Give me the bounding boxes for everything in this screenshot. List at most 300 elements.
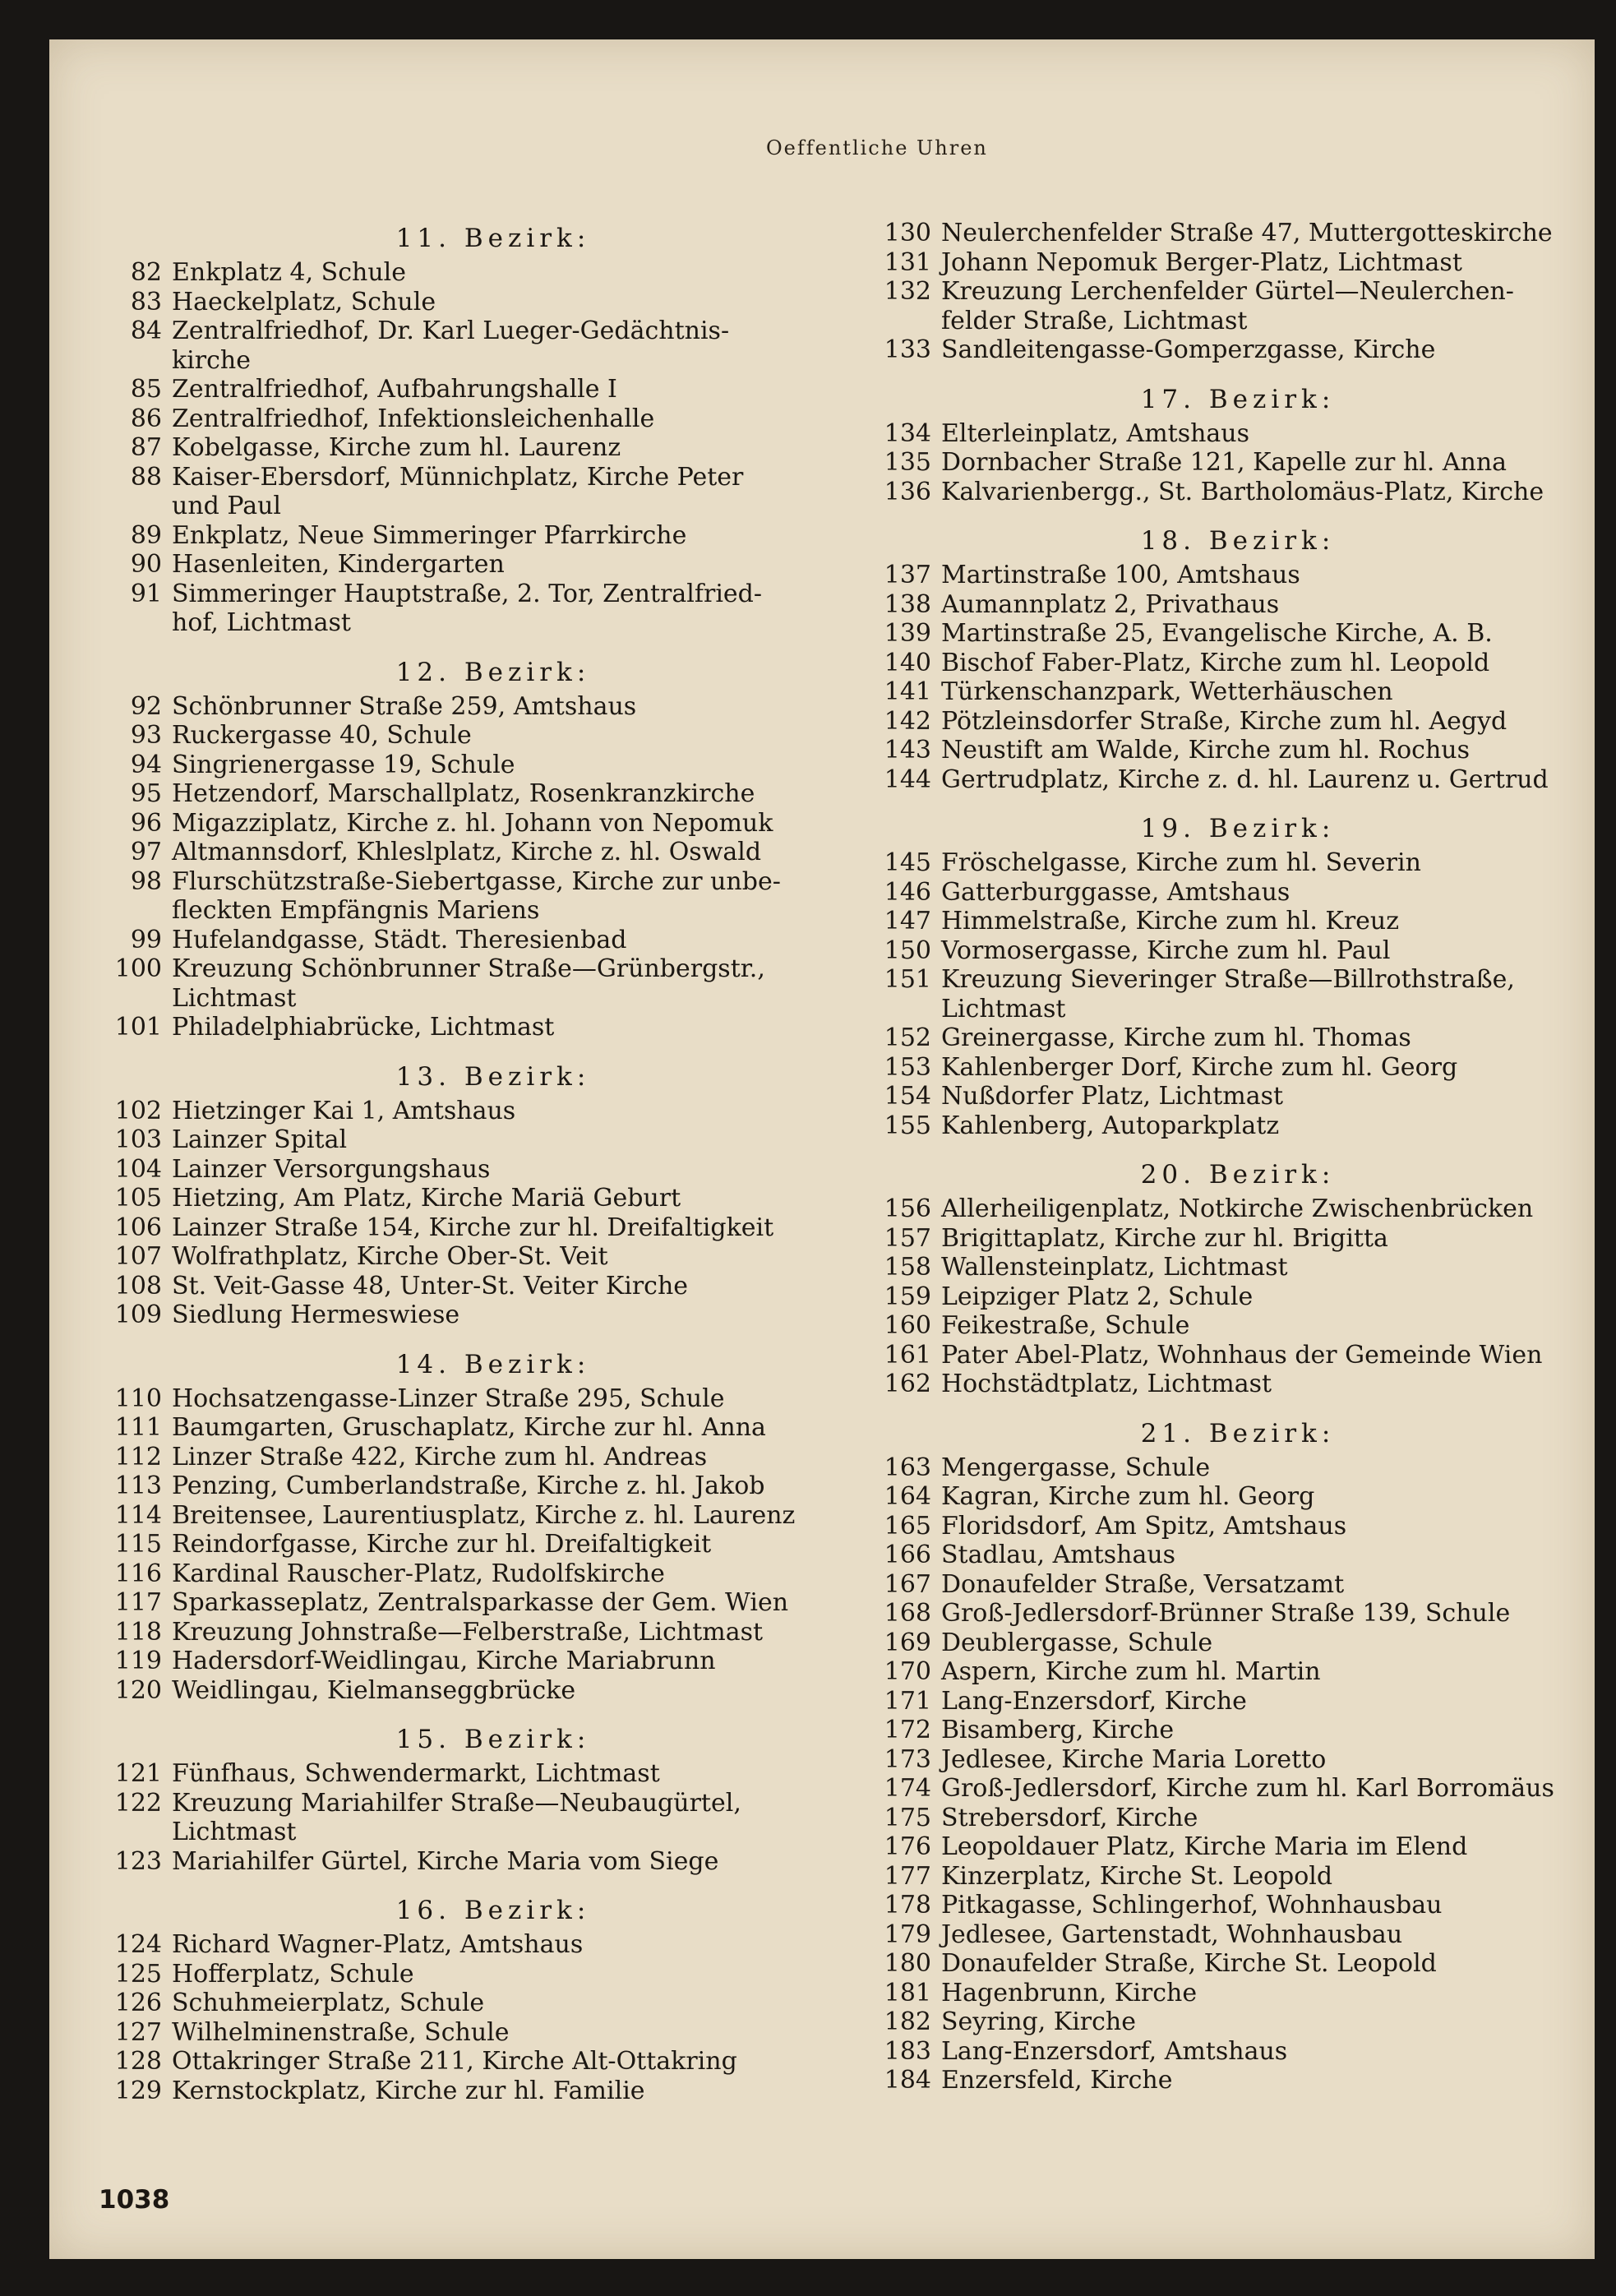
clock-entry bbox=[852, 561, 1591, 590]
entry-location: Fröschelgasse, Kirche zum hl. Severin bbox=[941, 848, 1421, 877]
entry-location: Nußdorfer Platz, Lichtmast bbox=[941, 1082, 1284, 1111]
entry-number bbox=[852, 995, 941, 1024]
clock-entry bbox=[82, 1559, 871, 1589]
entry-location: Donaufelder Straße, Kirche St. Leopold bbox=[941, 1949, 1437, 1978]
clock-entry bbox=[82, 1125, 871, 1155]
entry-location: Wilhelminenstraße, Schule bbox=[172, 2017, 510, 2047]
entry-location: Lainzer Spital bbox=[172, 1125, 348, 1154]
clock-entry bbox=[852, 1628, 1591, 1658]
clock-entry bbox=[82, 838, 871, 867]
entry-number: 83 bbox=[130, 287, 162, 316]
entry-location: Strebersdorf, Kirche bbox=[941, 1803, 1198, 1832]
entry-location: Reindorfgasse, Kirche zur hl. Dreifaltigkeit bbox=[172, 1530, 712, 1559]
entry-number: 175 bbox=[884, 1803, 931, 1832]
entry-location: Lang-Enzersdorf, Kirche bbox=[941, 1686, 1247, 1716]
clock-entry bbox=[82, 1530, 871, 1559]
clock-entry bbox=[82, 751, 871, 780]
entry-number: 140 bbox=[884, 648, 931, 677]
entry-location: Migazziplatz, Kirche z. hl. Johann von Nepomuk bbox=[172, 808, 773, 838]
clock-entry bbox=[852, 1745, 1591, 1775]
clock-entry bbox=[852, 1341, 1591, 1370]
entry-location: Ottakringer Straße 211, Kirche Alt-Ottakring bbox=[172, 2047, 737, 2076]
entry-number: 99 bbox=[130, 925, 162, 954]
clock-entry bbox=[82, 1960, 871, 1989]
clock-entry bbox=[82, 1213, 871, 1243]
entry-number: 152 bbox=[884, 1023, 931, 1052]
entry-number: 184 bbox=[884, 2066, 931, 2095]
entry-location: kirche bbox=[172, 345, 251, 375]
entry-number: 114 bbox=[114, 1500, 162, 1530]
clock-entry bbox=[852, 307, 1591, 336]
entry-number: 138 bbox=[884, 589, 931, 619]
entry-location: Sparkasseplatz, Zentralsparkasse der Gem. Wien bbox=[172, 1588, 789, 1617]
entry-number: 107 bbox=[114, 1242, 162, 1271]
clock-entry bbox=[852, 1194, 1591, 1224]
entry-location: Lang-Enzersdorf, Amtshaus bbox=[941, 2036, 1288, 2066]
clock-entry bbox=[82, 1588, 871, 1618]
entry-location: Stadlau, Amtshaus bbox=[941, 1541, 1176, 1569]
entry-number bbox=[82, 984, 172, 1014]
entry-number: 141 bbox=[884, 677, 931, 706]
entry-location: Vormosergasse, Kirche zum hl. Paul bbox=[941, 935, 1391, 965]
entry-location: Lichtmast bbox=[172, 983, 297, 1013]
entry-number: 180 bbox=[884, 1949, 931, 1978]
clock-entry bbox=[852, 1053, 1591, 1083]
entry-location: Donaufelder Straße, Versatzamt bbox=[941, 1569, 1345, 1599]
entry-number: 183 bbox=[884, 2036, 931, 2066]
clock-entry bbox=[852, 1482, 1591, 1512]
clock-entry bbox=[852, 707, 1591, 737]
clock-entry bbox=[82, 1413, 871, 1443]
entry-location: Kalvarienbergg., St. Bartholomäus-Platz, Kirche bbox=[941, 477, 1544, 506]
entry-location: Groß-Jedlersdorf, Kirche zum hl. Karl Borromäus bbox=[941, 1774, 1554, 1803]
entry-location: Enkplatz 4, Schule bbox=[172, 258, 406, 287]
entry-location: Hochstädtplatz, Lichtmast bbox=[941, 1370, 1272, 1398]
entry-location: Groß-Jedlersdorf-Brünner Straße 139, Schule bbox=[941, 1599, 1511, 1628]
clock-entry bbox=[82, 1155, 871, 1185]
entry-number: 157 bbox=[884, 1223, 931, 1253]
clock-entry bbox=[82, 1097, 871, 1126]
entry-location: Hietzinger Kai 1, Amtshaus bbox=[172, 1096, 516, 1125]
right-column bbox=[852, 219, 1591, 2110]
district-heading: 13. Bezirk: bbox=[395, 1061, 591, 1092]
entry-location: Martinstraße 100, Amtshaus bbox=[941, 561, 1300, 589]
clock-entry bbox=[852, 1949, 1591, 1979]
entry-location: Weidlingau, Kielmanseggbrücke bbox=[172, 1675, 576, 1705]
entry-number: 129 bbox=[114, 2076, 162, 2105]
entry-location: und Paul bbox=[172, 492, 282, 520]
entry-number bbox=[82, 346, 172, 376]
district-section bbox=[82, 219, 871, 638]
clock-entry bbox=[82, 1618, 871, 1647]
entry-location: Singrienergasse 19, Schule bbox=[172, 750, 515, 779]
entry-location: Hochsatzengasse-Linzer Straße 295, Schule bbox=[172, 1384, 725, 1413]
entry-number: 145 bbox=[884, 848, 931, 877]
district-heading: 19. Bezirk: bbox=[1140, 814, 1336, 843]
entry-number bbox=[852, 307, 941, 336]
entry-location: St. Veit-Gasse 48, Unter-St. Veiter Kirche bbox=[172, 1271, 689, 1300]
clock-entry bbox=[852, 1111, 1591, 1141]
entry-number: 112 bbox=[114, 1442, 162, 1471]
book-page bbox=[49, 39, 1595, 2259]
district-section bbox=[82, 1720, 871, 1876]
entry-number: 162 bbox=[884, 1370, 931, 1398]
entry-location: Aumannplatz 2, Privathaus bbox=[941, 589, 1280, 619]
clock-entry bbox=[852, 1979, 1591, 2008]
entry-location: Hetzendorf, Marschallplatz, Rosenkranzkirche bbox=[172, 779, 755, 808]
clock-entry bbox=[852, 219, 1591, 248]
district-heading: 16. Bezirk: bbox=[395, 1896, 591, 1925]
entry-number: 96 bbox=[130, 808, 162, 838]
entry-number: 143 bbox=[884, 736, 931, 765]
entry-number: 144 bbox=[884, 765, 931, 794]
clock-entry bbox=[82, 867, 871, 897]
clock-entry bbox=[82, 984, 871, 1014]
entry-location: Lainzer Straße 154, Kirche zur hl. Dreifaltigkeit bbox=[172, 1213, 774, 1242]
clock-entry bbox=[82, 1647, 871, 1676]
entry-location: Gertrudplatz, Kirche z. d. hl. Laurenz u. Gertrud bbox=[941, 765, 1549, 794]
entry-location: Seyring, Kirche bbox=[941, 2007, 1137, 2036]
entry-number: 102 bbox=[114, 1096, 162, 1125]
clock-entry bbox=[852, 936, 1591, 966]
entry-number: 165 bbox=[884, 1511, 931, 1541]
district-heading: 20. Bezirk: bbox=[1140, 1160, 1336, 1190]
district-heading: 15. Bezirk: bbox=[395, 1725, 591, 1754]
clock-entry bbox=[82, 580, 871, 609]
clock-entry bbox=[852, 1224, 1591, 1254]
entry-location: Penzing, Cumberlandstraße, Kirche z. hl. Jakob bbox=[172, 1471, 765, 1500]
entry-location: Feikestraße, Schule bbox=[941, 1311, 1190, 1340]
entry-location: Ruckergasse 40, Schule bbox=[172, 721, 472, 750]
clock-entry bbox=[82, 1930, 871, 1960]
entry-location: Zentralfriedhof, Infektionsleichenhalle bbox=[172, 404, 655, 433]
entry-location: Kreuzung Mariahilfer Straße—Neubaugürtel, bbox=[172, 1788, 741, 1818]
clock-entry bbox=[82, 721, 871, 751]
entry-number: 103 bbox=[114, 1125, 162, 1154]
entry-location: Sandleitengasse-Gomperzgasse, Kirche bbox=[941, 335, 1436, 364]
clock-entry bbox=[852, 649, 1591, 678]
clock-entry bbox=[852, 848, 1591, 878]
entry-location: Pötzleinsdorfer Straße, Kirche zum hl. Aegyd bbox=[941, 706, 1507, 736]
entry-number: 93 bbox=[130, 721, 162, 750]
clock-entry bbox=[852, 590, 1591, 620]
entry-location: Lainzer Versorgungshaus bbox=[172, 1154, 491, 1184]
clock-entry bbox=[82, 258, 871, 288]
entry-location: Lichtmast bbox=[172, 1818, 297, 1846]
entry-number: 113 bbox=[114, 1471, 162, 1500]
entry-location: Türkenschanzpark, Wetterhäuschen bbox=[941, 677, 1393, 706]
entry-number: 127 bbox=[114, 2017, 162, 2047]
district-section bbox=[82, 1891, 871, 2105]
entry-number: 137 bbox=[884, 561, 931, 589]
entry-number: 160 bbox=[884, 1311, 931, 1340]
district-heading: 17. Bezirk: bbox=[1140, 384, 1336, 414]
entry-number: 126 bbox=[114, 1989, 162, 2017]
clock-entry bbox=[852, 1804, 1591, 1833]
entry-location: Aspern, Kirche zum hl. Martin bbox=[941, 1657, 1321, 1686]
district-section bbox=[82, 1057, 871, 1330]
entry-location: Neulerchenfelder Straße 47, Muttergotteskirche bbox=[941, 219, 1553, 247]
entry-location: Fünfhaus, Schwendermarkt, Lichtmast bbox=[172, 1759, 660, 1788]
entry-number: 173 bbox=[884, 1744, 931, 1774]
entry-number: 121 bbox=[114, 1759, 162, 1788]
district-heading: 11. Bezirk: bbox=[395, 224, 591, 253]
clock-entry bbox=[852, 1716, 1591, 1745]
entry-number: 110 bbox=[114, 1384, 162, 1413]
entry-number: 172 bbox=[884, 1716, 931, 1744]
entry-location: Deublergasse, Schule bbox=[941, 1628, 1213, 1657]
entry-number: 133 bbox=[884, 335, 931, 364]
entry-location: Mariahilfer Gürtel, Kirche Maria vom Siege bbox=[172, 1846, 719, 1876]
clock-entry bbox=[82, 1789, 871, 1818]
entry-number: 111 bbox=[114, 1413, 162, 1442]
entry-number: 85 bbox=[130, 375, 162, 404]
clock-entry bbox=[82, 1676, 871, 1706]
district-heading: 14. Bezirk: bbox=[395, 1349, 591, 1379]
district-section bbox=[852, 219, 1591, 365]
entry-number: 104 bbox=[114, 1154, 162, 1184]
clock-entry bbox=[82, 1384, 871, 1414]
entry-number: 177 bbox=[884, 1861, 931, 1891]
clock-entry bbox=[82, 692, 871, 722]
entry-number: 119 bbox=[114, 1647, 162, 1675]
entry-number: 150 bbox=[884, 935, 931, 965]
entry-number bbox=[82, 492, 172, 521]
entry-number: 116 bbox=[114, 1559, 162, 1588]
clock-entry bbox=[852, 1311, 1591, 1341]
entry-location: Hasenleiten, Kindergarten bbox=[172, 550, 505, 579]
entry-number: 136 bbox=[884, 477, 931, 506]
clock-entry bbox=[852, 677, 1591, 707]
clock-entry bbox=[852, 1862, 1591, 1892]
clock-entry bbox=[82, 779, 871, 809]
clock-entry bbox=[852, 2037, 1591, 2067]
clock-entry bbox=[82, 2018, 871, 2048]
clock-entry bbox=[82, 926, 871, 955]
district-heading: 18. Bezirk: bbox=[1140, 526, 1336, 556]
entry-location: Kreuzung Lerchenfelder Gürtel—Neulerchen- bbox=[941, 277, 1514, 306]
entry-location: hof, Lichtmast bbox=[172, 608, 351, 637]
entry-location: Bischof Faber-Platz, Kirche zum hl. Leopold bbox=[941, 648, 1490, 677]
clock-entry bbox=[82, 809, 871, 838]
entry-location: Simmeringer Hauptstraße, 2. Tor, Zentralfried- bbox=[172, 579, 763, 608]
district-section bbox=[852, 1155, 1591, 1399]
district-section bbox=[852, 380, 1591, 507]
clock-entry bbox=[82, 550, 871, 580]
entry-number: 174 bbox=[884, 1774, 931, 1803]
entry-location: Allerheiligenplatz, Notkirche Zwischenbrücken bbox=[941, 1194, 1534, 1223]
left-column bbox=[82, 219, 871, 2120]
entry-number: 94 bbox=[130, 750, 162, 779]
entry-location: Kreuzung Schönbrunner Straße—Grünbergstr., bbox=[172, 954, 765, 983]
entry-location: Pater Abel-Platz, Wohnhaus der Gemeinde Wien bbox=[941, 1340, 1543, 1370]
clock-entry bbox=[852, 1657, 1591, 1687]
entry-location: Kagran, Kirche zum hl. Georg bbox=[941, 1482, 1315, 1511]
entry-number: 176 bbox=[884, 1832, 931, 1861]
entry-location: Linzer Straße 422, Kirche zum hl. Andreas bbox=[172, 1442, 708, 1471]
entry-location: Lichtmast bbox=[941, 994, 1066, 1023]
clock-entry bbox=[852, 1453, 1591, 1483]
entry-location: Dornbacher Straße 121, Kapelle zur hl. Anna bbox=[941, 448, 1507, 477]
entry-number: 163 bbox=[884, 1453, 931, 1482]
entry-number: 92 bbox=[130, 691, 162, 721]
entry-location: Enzersfeld, Kirche bbox=[941, 2066, 1173, 2095]
entry-location: Kahlenberger Dorf, Kirche zum hl. Georg bbox=[941, 1052, 1458, 1082]
entry-number bbox=[82, 1818, 172, 1847]
entry-number: 161 bbox=[884, 1340, 931, 1370]
district-heading: 12. Bezirk: bbox=[395, 657, 591, 687]
entry-location: Wallensteinplatz, Lichtmast bbox=[941, 1253, 1288, 1282]
clock-entry bbox=[852, 1832, 1591, 1862]
entry-location: Kaiser-Ebersdorf, Münnichplatz, Kirche Peter bbox=[172, 462, 744, 492]
entry-number: 84 bbox=[130, 316, 162, 345]
entry-number: 125 bbox=[114, 1959, 162, 1989]
clock-entry bbox=[82, 1759, 871, 1789]
clock-entry bbox=[852, 619, 1591, 649]
entry-number: 89 bbox=[130, 520, 162, 550]
entry-number: 108 bbox=[114, 1271, 162, 1300]
clock-entry bbox=[852, 1253, 1591, 1282]
entry-number: 178 bbox=[884, 1891, 931, 1919]
entry-number: 122 bbox=[114, 1788, 162, 1818]
clock-entry bbox=[852, 1282, 1591, 1312]
clock-entry bbox=[82, 288, 871, 317]
entry-number: 88 bbox=[130, 462, 162, 492]
entry-location: Kernstockplatz, Kirche zur hl. Familie bbox=[172, 2076, 645, 2105]
district-section bbox=[852, 809, 1591, 1140]
entry-location: Zentralfriedhof, Dr. Karl Lueger-Gedächtnis- bbox=[172, 316, 730, 345]
entry-number: 86 bbox=[130, 404, 162, 433]
entry-number: 120 bbox=[114, 1675, 162, 1705]
clock-entry bbox=[852, 736, 1591, 765]
entry-number: 134 bbox=[884, 418, 931, 448]
entry-number: 156 bbox=[884, 1194, 931, 1223]
clock-entry bbox=[852, 1570, 1591, 1600]
entry-number: 98 bbox=[130, 866, 162, 896]
clock-entry bbox=[82, 2077, 871, 2106]
entry-location: Elterleinplatz, Amtshaus bbox=[941, 418, 1250, 448]
clock-entry bbox=[82, 1300, 871, 1330]
entry-number: 135 bbox=[884, 448, 931, 477]
entry-location: Gatterburggasse, Amtshaus bbox=[941, 877, 1290, 907]
clock-entry bbox=[82, 1272, 871, 1301]
clock-entry bbox=[852, 1082, 1591, 1111]
page-number: 1038 bbox=[99, 2185, 170, 2215]
entry-location: Zentralfriedhof, Aufbahrungshalle I bbox=[172, 375, 617, 404]
clock-entry bbox=[852, 277, 1591, 307]
entry-location: Brigittaplatz, Kirche zur hl. Brigitta bbox=[941, 1223, 1388, 1253]
entry-number bbox=[82, 896, 172, 926]
entry-location: Leopoldauer Platz, Kirche Maria im Elend bbox=[941, 1832, 1468, 1861]
entry-number: 146 bbox=[884, 877, 931, 907]
entry-location: Flurschützstraße-Siebertgasse, Kirche zur unbe- bbox=[172, 866, 781, 896]
entry-location: Schuhmeierplatz, Schule bbox=[172, 1989, 485, 2017]
entry-location: Himmelstraße, Kirche zum hl. Kreuz bbox=[941, 907, 1400, 935]
entry-location: Kobelgasse, Kirche zum hl. Laurenz bbox=[172, 433, 621, 462]
entry-location: Hagenbrunn, Kirche bbox=[941, 1978, 1198, 2007]
clock-entry bbox=[852, 1512, 1591, 1541]
entry-number: 168 bbox=[884, 1599, 931, 1628]
entry-number: 167 bbox=[884, 1569, 931, 1599]
entry-location: Hadersdorf-Weidlingau, Kirche Mariabrunn bbox=[172, 1647, 716, 1675]
entry-number: 118 bbox=[114, 1617, 162, 1647]
clock-entry bbox=[852, 995, 1591, 1024]
clock-entry bbox=[82, 1184, 871, 1213]
entry-location: Kreuzung Johnstraße—Felberstraße, Lichtmast bbox=[172, 1617, 764, 1647]
entry-location: felder Straße, Lichtmast bbox=[941, 306, 1248, 335]
entry-number: 153 bbox=[884, 1052, 931, 1082]
clock-entry bbox=[82, 608, 871, 638]
entry-number: 97 bbox=[130, 838, 162, 866]
clock-entry bbox=[82, 492, 871, 521]
clock-entry bbox=[852, 765, 1591, 795]
entry-location: Haeckelplatz, Schule bbox=[172, 287, 436, 316]
entry-location: Philadelphiabrücke, Lichtmast bbox=[172, 1013, 555, 1042]
entry-number: 87 bbox=[130, 433, 162, 462]
clock-entry bbox=[852, 1774, 1591, 1804]
entry-location: fleckten Empfängnis Mariens bbox=[172, 896, 540, 925]
clock-entry bbox=[852, 335, 1591, 365]
entry-location: Kardinal Rauscher-Platz, Rudolfskirche bbox=[172, 1559, 665, 1588]
entry-number: 90 bbox=[130, 550, 162, 579]
clock-entry bbox=[852, 1687, 1591, 1716]
entry-location: Hofferplatz, Schule bbox=[172, 1959, 414, 1989]
clock-entry bbox=[852, 478, 1591, 507]
entry-number: 82 bbox=[130, 258, 162, 287]
clock-entry bbox=[852, 2066, 1591, 2095]
entry-number: 155 bbox=[884, 1111, 931, 1140]
clock-entry bbox=[852, 907, 1591, 936]
entry-number: 170 bbox=[884, 1657, 931, 1686]
clock-entry bbox=[82, 954, 871, 984]
district-heading: 21. Bezirk: bbox=[1140, 1418, 1336, 1448]
entry-location: Bisamberg, Kirche bbox=[941, 1716, 1175, 1744]
entry-location: Hufelandgasse, Städt. Theresienbad bbox=[172, 925, 627, 954]
clock-entry bbox=[852, 1541, 1591, 1570]
entry-number: 109 bbox=[114, 1300, 162, 1329]
entry-number: 100 bbox=[114, 954, 162, 983]
entry-number: 166 bbox=[884, 1541, 931, 1569]
entry-number: 151 bbox=[884, 965, 931, 994]
clock-entry bbox=[82, 896, 871, 926]
clock-entry bbox=[82, 1013, 871, 1042]
clock-entry bbox=[852, 419, 1591, 449]
entry-number: 91 bbox=[130, 579, 162, 608]
entry-location: Neustift am Walde, Kirche zum hl. Rochus bbox=[941, 736, 1471, 765]
clock-entry bbox=[82, 1989, 871, 2018]
entry-number: 154 bbox=[884, 1082, 931, 1111]
entry-location: Kahlenberg, Autoparkplatz bbox=[941, 1111, 1280, 1140]
entry-location: Johann Nepomuk Berger-Platz, Lichtmast bbox=[941, 247, 1462, 277]
entry-location: Martinstraße 25, Evangelische Kirche, A. B. bbox=[941, 619, 1493, 648]
entry-location: Mengergasse, Schule bbox=[941, 1453, 1211, 1482]
clock-entry bbox=[82, 316, 871, 346]
entry-number: 105 bbox=[114, 1184, 162, 1213]
clock-entry bbox=[852, 878, 1591, 908]
clock-entry bbox=[852, 1023, 1591, 1053]
clock-entry bbox=[82, 521, 871, 551]
entry-number: 124 bbox=[114, 1930, 162, 1959]
clock-entry bbox=[852, 965, 1591, 995]
entry-location: Jedlesee, Gartenstadt, Wohnhausbau bbox=[941, 1919, 1403, 1949]
clock-entry bbox=[852, 2007, 1591, 2037]
entry-location: Kreuzung Sieveringer Straße—Billrothstraße, bbox=[941, 965, 1515, 994]
district-section bbox=[852, 521, 1591, 794]
clock-entry bbox=[82, 463, 871, 492]
clock-entry bbox=[852, 248, 1591, 278]
entry-location: Jedlesee, Kirche Maria Loretto bbox=[941, 1744, 1327, 1774]
clock-entry bbox=[82, 346, 871, 376]
